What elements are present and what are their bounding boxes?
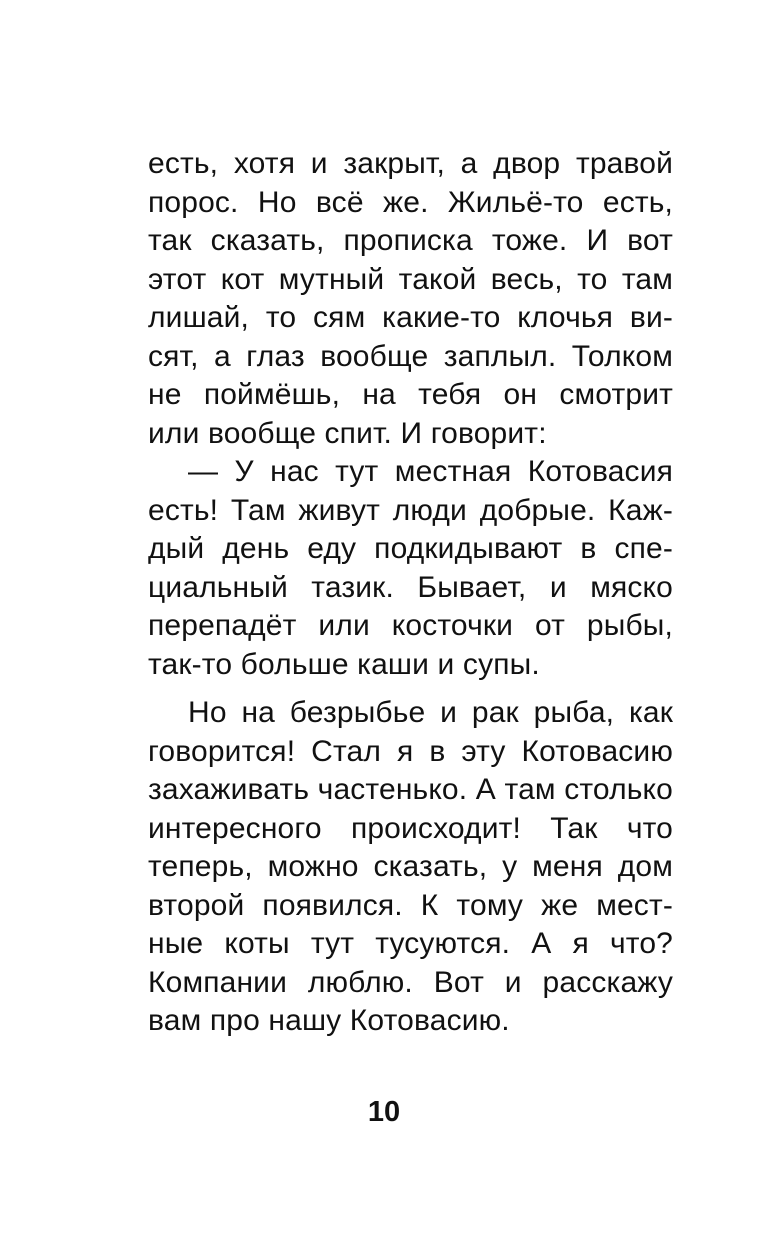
text-line: Но на безрыбье и рак рыба, как	[188, 696, 673, 729]
text-line: так сказать, прописка тоже. И вот	[148, 224, 673, 257]
paragraph	[148, 694, 673, 1041]
text-line: циальный тазик. Бывает, и мяско	[148, 570, 673, 604]
paragraph	[148, 145, 673, 453]
text-line: или вообще спит. И говорит:	[148, 416, 547, 450]
text-line: порос. Но всё же. Жильё-то есть,	[148, 185, 673, 219]
text-line: лишай, то сям какие-то клочья ви-	[148, 301, 673, 334]
paragraph	[148, 453, 673, 684]
text-line: второй появился. К тому же мест-	[148, 888, 673, 922]
text-line: не поймёшь, на тебя он смотрит	[148, 378, 673, 411]
text-line: дый день еду подкидывают в спе-	[148, 532, 673, 565]
paragraph-gap	[148, 684, 673, 694]
page-number: 10	[367, 1096, 401, 1128]
text-line: — У нас тут местная Котовасия	[188, 455, 673, 488]
text-line: интересного происходит! Так что	[148, 811, 673, 845]
text-line: Компании люблю. Вот и расскажу	[148, 965, 673, 999]
text-line: этот кот мутный такой весь, то там	[148, 262, 673, 296]
text-line: перепадёт или косточки от рыбы,	[148, 609, 673, 642]
text-line: вам про нашу Котовасию.	[148, 1004, 510, 1037]
text-line: говорится! Стал я в эту Котовасию	[148, 734, 673, 768]
text-line: сят, а глаз вообще заплыл. Толком	[148, 339, 673, 373]
body-text	[148, 145, 673, 1041]
text-line: так-то больше каши и супы.	[148, 647, 540, 681]
text-line: есть, хотя и закрыт, а двор травой	[148, 147, 673, 180]
text-line: ные коты тут тусуются. А я что?	[148, 927, 673, 960]
text-line: захаживать частенько. А там столько	[148, 773, 673, 806]
text-line: есть! Там живут люди добрые. Каж-	[148, 493, 673, 527]
text-line: теперь, можно сказать, у меня дом	[148, 850, 673, 883]
